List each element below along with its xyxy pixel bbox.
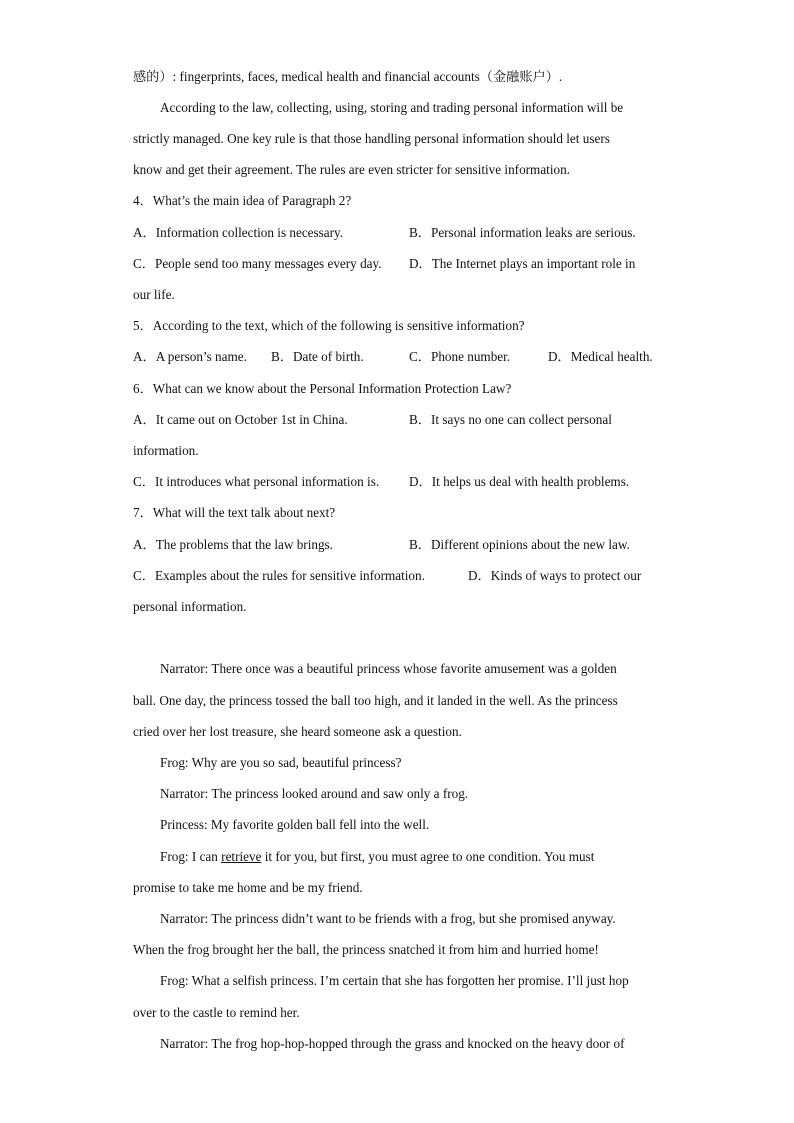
option-c: C．Phone number. [409, 349, 511, 364]
story-line: promise to take me home and be my friend. [133, 880, 363, 895]
story-line: Narrator: The frog hop-hop-hopped through the grass and knocked on the heavy door of [160, 1036, 625, 1051]
option-d: D．Kinds of ways to protect our [468, 568, 642, 583]
underlined-word: retrieve [221, 849, 262, 864]
option-c: C．People send too many messages every day. [133, 256, 382, 271]
story-line: over to the castle to remind her. [133, 1005, 300, 1020]
option-a: A．A person’s name. [133, 349, 247, 364]
option-a: A．The problems that the law brings. [133, 537, 333, 552]
story-line: ball. One day, the princess tossed the ball too high, and it landed in the well. As the princess [133, 693, 618, 708]
option-b: B．Different opinions about the new law. [409, 537, 630, 552]
option-d-continued: personal information. [133, 599, 247, 614]
story-line: Narrator: The princess didn’t want to be friends with a frog, but she promised anyway. [160, 911, 616, 926]
option-a: A．It came out on October 1st in China. [133, 412, 348, 427]
passage-line: 感的）: fingerprints, faces, medical health and financial accounts（金融账户）. [133, 69, 563, 84]
story-line [160, 848, 663, 866]
passage-line: According to the law, collecting, using, storing and trading personal information will be [160, 100, 624, 115]
story-line: Frog: Why are you so sad, beautiful princess? [160, 755, 402, 770]
passage-line: know and get their agreement. The rules are even stricter for sensitive information. [133, 162, 570, 177]
story-line: Frog: What a selfish princess. I’m certain that she has forgotten her promise. I’ll just hop [160, 973, 629, 988]
option-d: D．The Internet plays an important role in [409, 256, 636, 271]
story-line: When the frog brought her the ball, the princess snatched it from him and hurried home! [133, 942, 599, 957]
option-b: B．It says no one can collect personal [409, 412, 612, 427]
option-b: B．Personal information leaks are serious. [409, 225, 636, 240]
option-b: B．Date of birth. [271, 349, 364, 364]
story-line: Princess: My favorite golden ball fell into the well. [160, 817, 430, 832]
option-c: C．It introduces what personal information is. [133, 474, 380, 489]
option-b-continued: information. [133, 443, 199, 458]
question-stem: 7．What will the text talk about next? [133, 505, 336, 520]
question-stem: 6．What can we know about the Personal Information Protection Law? [133, 381, 512, 396]
option-c: C．Examples about the rules for sensitive information. [133, 568, 425, 583]
text-segment: it for you, but first, you must agree to one condition. You must [261, 849, 595, 864]
passage-line: strictly managed. One key rule is that those handling personal information should let users [133, 131, 610, 146]
text-segment: Frog: I can [160, 849, 222, 864]
option-d: D．Medical health. [548, 349, 653, 364]
story-line: cried over her lost treasure, she heard someone ask a question. [133, 724, 462, 739]
question-stem: 4．What’s the main idea of Paragraph 2? [133, 193, 352, 208]
question-stem: 5．According to the text, which of the following is sensitive information? [133, 318, 525, 333]
option-d: D．It helps us deal with health problems. [409, 474, 630, 489]
story-line: Narrator: The princess looked around and saw only a frog. [160, 786, 469, 801]
option-d-continued: our life. [133, 287, 175, 302]
option-a: A．Information collection is necessary. [133, 225, 344, 240]
story-line: Narrator: There once was a beautiful princess whose favorite amusement was a golden [160, 661, 617, 676]
